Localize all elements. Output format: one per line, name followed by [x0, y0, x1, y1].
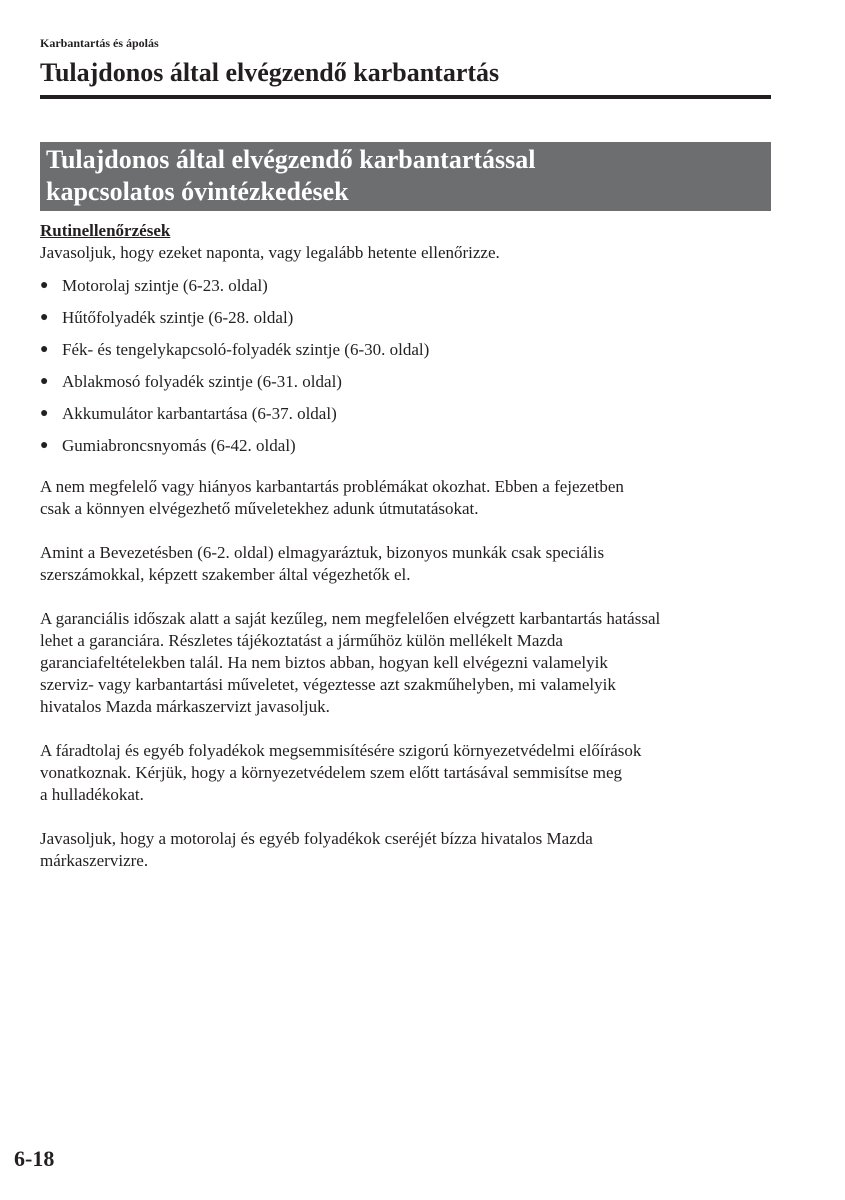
list-item — [40, 398, 780, 430]
section-title — [46, 144, 765, 208]
paragraph-line: csak a könnyen elvégezhető műveletekhez adunk útmutatásokat. — [40, 499, 479, 518]
section-title-line-1: Tulajdonos által elvégzendő karbantartással — [46, 145, 536, 174]
paragraph-line: vonatkoznak. Kérjük, hogy a környezetvédelem szem előtt tartásával semmisítse meg — [40, 763, 623, 782]
paragraph-line: A fáradtolaj és egyéb folyadékok megsemmisítésére szigorú környezetvédelmi előírások — [40, 741, 642, 760]
section-title-line-2: kapcsolatos óvintézkedések — [46, 177, 349, 206]
paragraph-line: A garanciális időszak alatt a saját kezűleg, nem megfelelően elvégzett karbantartás hatással — [40, 609, 661, 628]
main-content — [40, 220, 780, 872]
bullet-icon: ● — [40, 278, 49, 293]
bullet-icon: ● — [40, 310, 49, 325]
list-item-text: Motorolaj szintje (6-23. oldal) — [62, 276, 268, 295]
paragraph-line: a hulladékokat. — [40, 785, 144, 804]
paragraph-line: Javasoljuk, hogy a motorolaj és egyéb folyadékok cseréjét bízza hivatalos Mazda — [40, 829, 593, 848]
paragraph-line: Amint a Bevezetésben (6-2. oldal) elmagyaráztuk, bizonyos munkák csak speciális — [40, 543, 605, 562]
paragraph-service-recommendation — [40, 828, 780, 872]
title-divider — [40, 95, 771, 99]
list-item — [40, 430, 780, 462]
routine-checks-heading: Rutinellenőrzések — [40, 221, 171, 240]
paragraph-line: szerviz- vagy karbantartási műveletet, végeztesse azt szakműhelyben, mi valamelyik — [40, 675, 616, 694]
page-title: Tulajdonos által elvégzendő karbantartás — [40, 58, 500, 87]
paragraph-line: lehet a garanciára. Részletes tájékoztatást a járműhöz külön mellékelt Mazda — [40, 631, 563, 650]
list-item — [40, 334, 780, 366]
bullet-icon: ● — [40, 342, 49, 357]
paragraph-warranty — [40, 608, 780, 718]
paragraph-maintenance-scope — [40, 476, 780, 520]
paragraph-line: garanciafeltételekben talál. Ha nem biztos abban, hogyan kell elvégezni valamelyik — [40, 653, 608, 672]
paragraph-waste-disposal — [40, 740, 780, 806]
section-banner — [40, 142, 771, 211]
routine-checks-list — [40, 270, 780, 462]
list-item-text: Ablakmosó folyadék szintje (6-31. oldal) — [62, 372, 342, 391]
paragraph-line: hivatalos Mazda márkaszervizt javasoljuk. — [40, 697, 330, 716]
list-item — [40, 302, 780, 334]
breadcrumb: Karbantartás és ápolás — [40, 36, 159, 50]
routine-checks-intro: Javasoljuk, hogy ezeket naponta, vagy legalább hetente ellenőrizze. — [40, 243, 500, 262]
paragraph-line: A nem megfelelő vagy hiányos karbantartás problémákat okozhat. Ebben a fejezetben — [40, 477, 624, 496]
list-item-text: Akkumulátor karbantartása (6-37. oldal) — [62, 404, 337, 423]
page-number: 6-18 — [14, 1146, 55, 1171]
bullet-icon: ● — [40, 374, 49, 389]
bullet-icon: ● — [40, 438, 49, 453]
bullet-icon: ● — [40, 406, 49, 421]
paragraph-special-tools — [40, 542, 780, 586]
list-item-text: Fék- és tengelykapcsoló-folyadék szintje (6-30. oldal) — [62, 340, 430, 359]
list-item-text: Hűtőfolyadék szintje (6-28. oldal) — [62, 308, 294, 327]
list-item — [40, 270, 780, 302]
list-item — [40, 366, 780, 398]
list-item-text: Gumiabroncsnyomás (6-42. oldal) — [62, 436, 296, 455]
paragraph-line: márkaszervizre. — [40, 851, 149, 870]
paragraph-line: szerszámokkal, képzett szakember által végezhetők el. — [40, 565, 411, 584]
